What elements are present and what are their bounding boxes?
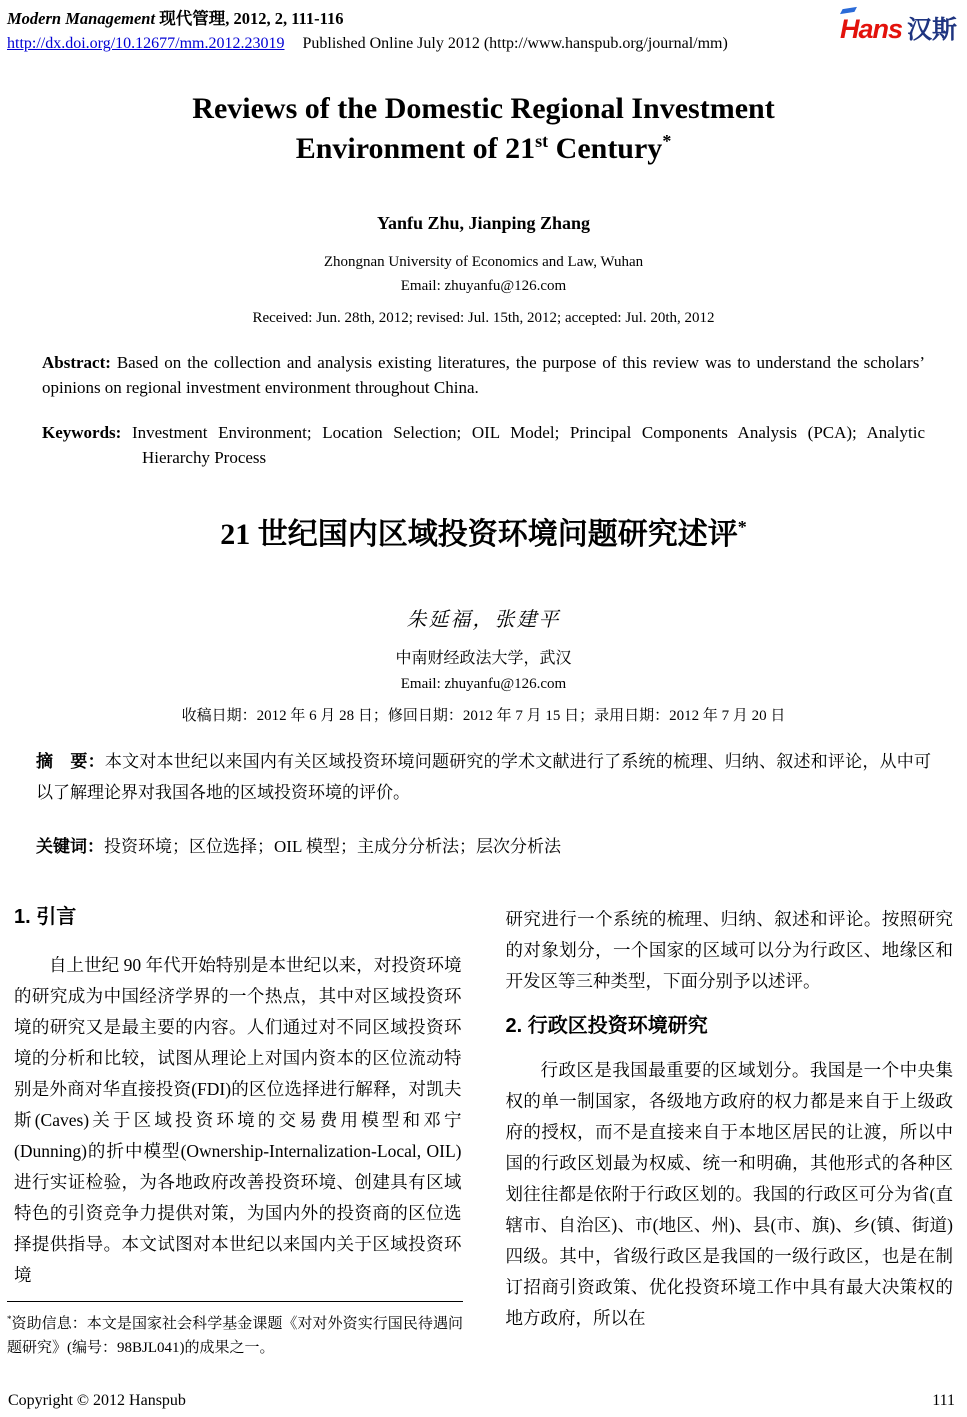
keywords-label: Keywords:: [42, 423, 122, 442]
section-1-paragraph-continued: 研究进行一个系统的梳理、归纳、叙述和评论。按照研究的对象划分，一个国家的区域可以分为行政区、地缘区和开发区等三种类型，下面分别予以述评。: [505, 909, 953, 991]
abstract-english: [42, 350, 925, 400]
hans-logo-latin: Hans: [839, 14, 902, 44]
abstract-label: Abstract:: [42, 353, 111, 372]
keywords-chinese: [36, 831, 931, 862]
doi-line: [7, 33, 728, 55]
title-english-line2: Environment of 21: [295, 132, 536, 165]
doi-link[interactable]: http://dx.doi.org/10.12677/mm.2012.23019: [7, 35, 285, 52]
copyright-notice: Copyright © 2012 Hanspub: [8, 1392, 186, 1409]
journal-info-block: [7, 8, 728, 55]
journal-header: [0, 0, 967, 55]
section-2-paragraph: 行政区是我国最重要的区域划分。我国是一个中央集权的单一制国家，各级地方政府的权力都是来自于上级政府的授权，而不是直接来自于本地区居民的让渡，所以中国的行政区划最为权威、统一和明确，其他形式的各种区划往往都是依附于行政区划的。我国的行政区可分为省(直辖市、自治区)、市(地区、州)、县(市、旗)、乡(镇、街道)四级。其中，省级行政区是我国的一级行政区，也是在制订招商引资政策、优化投资环境工作中具有最大决策权的地方政府，所以在: [505, 1060, 953, 1328]
title-footnote-asterisk: *: [662, 131, 672, 151]
received-dates-chinese: 收稿日期：2012 年 6 月 28 日；修回日期：2012 年 7 月 15 日；录用日期：2012 年 7 月 20 日: [181, 708, 786, 724]
journal-name: Modern Management: [7, 9, 156, 28]
title-chinese-asterisk: *: [737, 517, 747, 537]
journal-issue-info: 现代管理, 2012, 2, 111-116: [159, 9, 344, 28]
footnote-text: 资助信息：本文是国家社会科学基金课题《对对外资实行国民待遇问题研究》(编号：98BJL041)的成果之一。: [7, 1316, 463, 1356]
title-chinese-text: 21 世纪国内区域投资环境问题研究述评: [220, 518, 738, 551]
abstract-chinese: [36, 746, 931, 808]
article-title-chinese: [0, 514, 967, 556]
keywords-text: Investment Environment; Location Selection; OIL Model; Principal Components Analysis (PCA); Analytic Hierarchy Process: [131, 423, 925, 467]
article-title-english: [0, 89, 967, 169]
funding-footnote: [7, 1301, 463, 1360]
email-chinese: Email: zhuyanfu@126.com: [400, 676, 567, 692]
abstract-chinese-text: 本文对本世纪以来国内有关区域投资环境问题研究的学术文献进行了系统的梳理、归纳、叙述和评论，从中可以了解理论界对我国各地的区域投资环境的评价。: [36, 752, 932, 802]
abstract-chinese-label: 摘 要：: [36, 752, 105, 771]
section-1-paragraph: 自上世纪 90 年代开始特别是本世纪以来，对投资环境的研究成为中国经济学界的一个热点，其中对区域投资环境的研究又是最主要的内容。人们通过对不同区域投资环境的分析和比较，试图从理论上对国内资本的区位流动特别是外商对华直接投资(FDI)的区位选择进行解释，对凯夫斯(Caves)关于区域投资环境的交易费用模型和邓宁(Dunning)的折中模型(Ownership-Internalization-Local, OIL)进行实证检验，为各地政府改善投资环境、创建具有区域特色的引资竞争力提供对策，为国内外的投资商的区位选择提供指导。本文试图对本世纪以来国内关于区域投资环境: [14, 955, 462, 1285]
email-english: Email: zhuyanfu@126.com: [400, 278, 567, 294]
keywords-chinese-label: 关键词：: [36, 837, 104, 856]
received-dates-english: Received: Jun. 28th, 2012; revised: Jul. 15th, 2012; accepted: Jul. 20th, 2012: [252, 310, 715, 326]
journal-citation-line: [7, 8, 728, 30]
section-1-heading: 1. 引言: [14, 906, 77, 928]
section-2-heading: 2. 行政区投资环境研究: [505, 1015, 708, 1037]
footnote-asterisk: *: [7, 1314, 12, 1324]
title-english-line1: Reviews of the Domestic Regional Investment: [192, 92, 775, 125]
affiliation-english: Zhongnan University of Economics and Law, Wuhan: [323, 254, 644, 270]
abstract-text: Based on the collection and analysis existing literatures, the purpose of this review was to understand the scholars’ opinions on regional investment environment throughout China.: [42, 353, 925, 397]
left-column: [14, 904, 462, 1334]
body-two-columns: [14, 904, 953, 1334]
logo-accent-mark-icon: [840, 7, 857, 14]
hans-publisher-logo: [840, 8, 957, 46]
page-number: 111: [932, 1392, 955, 1409]
title-ordinal-superscript: st: [535, 131, 549, 151]
published-online-note: Published Online July 2012 (http://www.hanspub.org/journal/mm): [302, 35, 728, 52]
affiliation-chinese: 中南财经政法大学，武汉: [395, 650, 572, 667]
authors-chinese: 朱延福，张建平: [406, 609, 561, 631]
hans-logo-chinese: 汉斯: [906, 16, 957, 44]
keywords-english: [42, 420, 925, 470]
right-column: [506, 904, 954, 1334]
page-footer: [8, 1391, 955, 1411]
authors-english: Yanfu Zhu, Jianping Zhang: [376, 213, 591, 233]
keywords-chinese-text: 投资环境；区位选择；OIL 模型；主成分分析法；层次分析法: [104, 837, 561, 856]
title-english-line2-end: Century: [548, 132, 663, 165]
